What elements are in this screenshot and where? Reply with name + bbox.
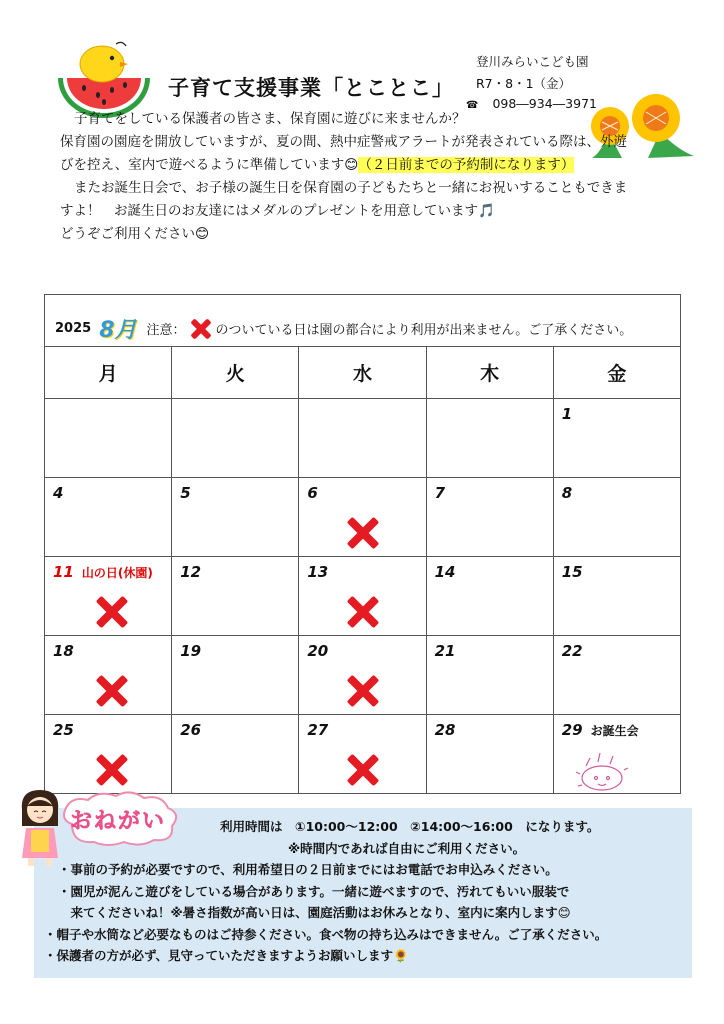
day-label: 6 [307, 484, 318, 502]
day-number [562, 405, 572, 423]
organization-name: 登川みらいこども園 [476, 54, 589, 69]
day-number [180, 484, 190, 502]
calendar-day-cell [299, 557, 426, 636]
day-number [53, 642, 74, 660]
intro-line: またお誕生日会で、お子様の誕生日を保育園の子どもたちと一緒にお祝いすることもできま [74, 180, 628, 196]
day-label: 26 [180, 721, 202, 739]
calendar-day-cell [299, 478, 426, 557]
free-use-note: ※時間内であれば自由にご利用ください。 [288, 840, 526, 856]
weekday-header: 火 [172, 347, 299, 399]
intro-line: 保育園の園庭を開放していますが、夏の間、熱中症警戒アラートが発表されている際は、外遊 [60, 134, 627, 150]
day-label: 20 [307, 642, 329, 660]
day-number [307, 563, 328, 581]
day-number [435, 721, 456, 739]
closed-cross-icon [346, 674, 380, 708]
issue-date: R7・8・1（金） [476, 76, 572, 91]
calendar-day-cell [299, 715, 426, 794]
notice-item: ・保護者の方が必ず、見守っていただきますようお願いします🌻 [44, 948, 409, 963]
day-label: 8 [561, 484, 573, 502]
day-label: 27 [307, 721, 329, 739]
day-number [562, 484, 572, 502]
calendar-day-cell [45, 478, 172, 557]
day-label: 1 [561, 405, 573, 423]
cross-icon [190, 318, 212, 340]
notice-item: 来てくださいね！※暑さ指数が高い日は、園庭活動はお休みとなり、室内に案内します😊 [58, 905, 571, 920]
calendar-week [45, 557, 681, 636]
day-number [180, 642, 201, 660]
usage-hours: 利用時間は ①10:00～12:00 ②14:00～16:00 になります。 [220, 819, 600, 834]
day-number [435, 563, 456, 581]
intro-line: すよ！ お誕生日のお友達にはメダルのプレゼントを用意しています🎵 [60, 203, 495, 219]
intro-line: びを控え、室内で遊べるように準備しています😊 [60, 157, 359, 173]
day-label: 28 [434, 721, 456, 739]
calendar-day-cell [299, 399, 426, 478]
day-number [562, 721, 639, 739]
calendar-day-cell [45, 636, 172, 715]
closed-note-prefix: 注意： [146, 323, 186, 338]
day-number [53, 484, 63, 502]
day-number [307, 484, 317, 502]
calendar-day-cell [45, 557, 172, 636]
day-label: 7 [434, 484, 445, 502]
notice-item: ・事前の予約が必要ですので、利用希望日の２日前までにはお電話でお申込みください。 [58, 862, 558, 877]
calendar-day-cell [426, 715, 553, 794]
day-label: 25 [53, 721, 74, 739]
day-label: 12 [180, 563, 202, 581]
reservation-highlight: （２日前までの予約制になります） [358, 157, 575, 173]
calendar-day-cell [172, 399, 299, 478]
day-label: 29 [561, 721, 583, 739]
calendar-day-cell [299, 636, 426, 715]
day-label: 15 [561, 563, 583, 581]
holiday-note: 山の日(休園) [81, 566, 153, 580]
calendar-table [44, 294, 681, 794]
weekday-header: 木 [426, 347, 553, 399]
day-number [307, 642, 328, 660]
day-number [562, 563, 583, 581]
closed-cross-icon [95, 753, 129, 787]
calendar-day-cell [426, 557, 553, 636]
calendar-day-cell [553, 399, 680, 478]
day-number [562, 642, 583, 660]
phone-number: 098―934―3971 [492, 96, 597, 111]
calendar-day-cell [553, 478, 680, 557]
day-label: 22 [561, 642, 583, 660]
day-label: 21 [434, 642, 456, 660]
calendar-week [45, 399, 681, 478]
day-label: 13 [307, 563, 329, 581]
day-number [435, 642, 456, 660]
weekday-header: 水 [299, 347, 426, 399]
event-note: お誕生会 [590, 724, 639, 738]
day-label: 11 [53, 563, 74, 581]
closed-cross-icon [346, 595, 380, 629]
calendar-day-cell [553, 557, 680, 636]
day-label: 4 [53, 484, 64, 502]
notice-item: ・園児が泥んこ遊びをしている場合があります。一緒に遊べますので、汚れてもいい服装で [58, 883, 570, 899]
calendar-week [45, 636, 681, 715]
day-label: 5 [180, 484, 191, 502]
day-number [435, 484, 445, 502]
calendar-day-cell [45, 715, 172, 794]
notice-item: ・帽子や水筒など必要なものはご持参ください。食べ物の持ち込みはできません。ご了承ください。 [44, 926, 608, 942]
calendar-header [45, 295, 681, 347]
calendar-day-cell [553, 636, 680, 715]
day-number [53, 721, 74, 739]
birthday-cake-doodle [572, 746, 632, 796]
onegai-label: おねがい [70, 809, 167, 834]
closed-cross-icon [346, 516, 380, 550]
day-number [180, 721, 201, 739]
day-number [180, 563, 201, 581]
day-number [53, 563, 153, 581]
closed-cross-icon [95, 595, 129, 629]
closed-cross-icon [95, 674, 129, 708]
phone-icon: ☎ [466, 100, 479, 111]
calendar-day-cell [172, 478, 299, 557]
day-label: 14 [434, 563, 456, 581]
calendar-day-cell [426, 636, 553, 715]
intro-line: 子育てをしている保護者の皆さま、保育園に遊びに来ませんか？ [74, 111, 466, 127]
closed-note-text: のついている日は園の都合により利用が出来ません。ご了承ください。 [215, 323, 633, 338]
weekday-header: 月 [45, 347, 172, 399]
calendar-month: 8月 [99, 318, 137, 343]
calendar-day-cell [172, 557, 299, 636]
calendar-year: 2025 [55, 321, 92, 336]
day-label: 19 [180, 642, 202, 660]
calendar-day-cell [426, 478, 553, 557]
calendar-week [45, 478, 681, 557]
day-label: 18 [53, 642, 74, 660]
calendar-day-cell [426, 399, 553, 478]
calendar-weeks [45, 399, 681, 794]
calendar-day-cell [172, 715, 299, 794]
weekday-header: 金 [553, 347, 680, 399]
intro-line: どうぞご利用ください😊 [60, 226, 210, 242]
page-title: 子育て支援事業「とことこ」 [168, 76, 454, 100]
day-number [307, 721, 328, 739]
closed-cross-icon [346, 753, 380, 787]
calendar-day-cell [172, 636, 299, 715]
intro-text [60, 108, 690, 246]
notice-text [44, 816, 694, 967]
calendar-day-cell [45, 399, 172, 478]
